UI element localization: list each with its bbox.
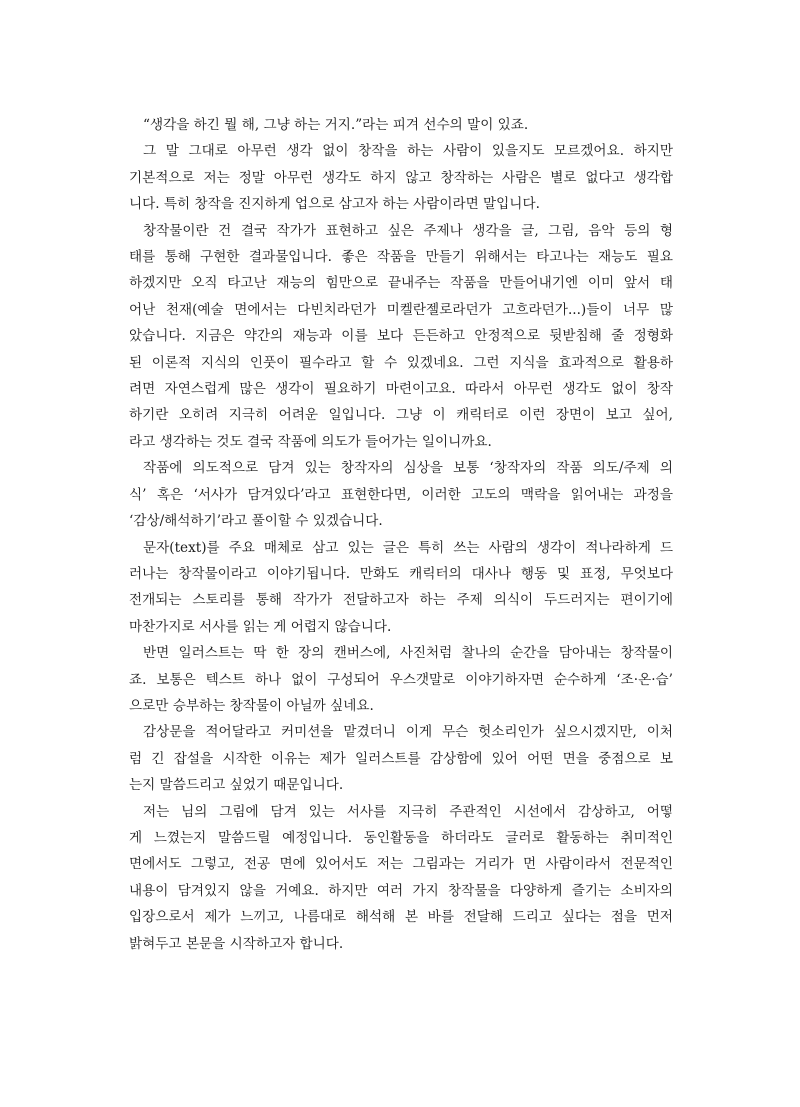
paragraph-closing xyxy=(129,799,673,957)
paragraph-quote xyxy=(129,112,673,138)
paragraph-intro xyxy=(129,138,673,217)
paragraph-line: 태를 통해 구현한 결과물입니다. 좋은 작품을 만들기 위해서는 타고나는 재능도 필요 xyxy=(129,249,673,266)
paragraph-line: 밝혀두고 본문을 시작하고자 합니다. xyxy=(129,935,344,952)
paragraph-line: 문자(text)를 주요 매체로 삼고 있는 글은 특히 쓰는 사람의 생각이 적나라하게 드 xyxy=(143,539,673,556)
paragraph-line: 저는 님의 그림에 담겨 있는 서사를 지극히 주관적인 시선에서 감상하고, 어떻 xyxy=(143,803,673,820)
paragraph-line: 감상문을 적어달라고 커미션을 맡겼더니 이게 무슨 헛소리인가 싶으시겠지만, 이처 xyxy=(143,724,673,741)
paragraph-line: 으로만 승부하는 창작물이 아닐까 싶네요. xyxy=(129,697,374,714)
document-body xyxy=(129,112,673,957)
paragraph-line: 그 말 그대로 아무런 생각 없이 창작을 하는 사람이 있을지도 모르겠어요. 하지만 xyxy=(143,143,673,160)
paragraph-line: 창작물이란 건 결국 작가가 표현하고 싶은 주제나 생각을 글, 그림, 음악 등의 형 xyxy=(143,222,673,239)
paragraph-line: 려면 자연스럽게 많은 생각이 필요하기 마련이고요. 따라서 아무런 생각도 없이 창작 xyxy=(129,381,673,398)
paragraph-line: 는지 말씀드리고 싶었기 때문입니다. xyxy=(129,777,344,794)
paragraph-line: 기본적으로 저는 정말 아무런 생각도 하지 않고 창작하는 사람은 별로 없다고 생각합 xyxy=(129,169,673,186)
paragraph-line: 하겠지만 오직 타고난 재능의 힘만으로 끝내주는 작품을 만들어내기엔 이미 앞서 태 xyxy=(129,275,673,292)
paragraph-line: ‘감상/해석하기’라고 풀이할 수 있겠습니다. xyxy=(129,513,383,530)
paragraph-line: 니다. 특히 창작을 진지하게 업으로 삼고자 하는 사람이라면 말입니다. xyxy=(129,196,540,213)
paragraph-line: 작품에 의도적으로 담겨 있는 창작자의 심상을 보통 ‘창작자의 작품 의도/주제 의 xyxy=(143,460,673,477)
paragraph-creation xyxy=(129,218,673,456)
paragraph-intent xyxy=(129,455,673,534)
paragraph-line: 입장으로서 제가 느끼고, 나름대로 해석해 본 바를 전달해 드리고 싶다는 점을 먼저 xyxy=(129,909,673,926)
paragraph-line: 게 느꼈는지 말씀드릴 예정입니다. 동인활동을 하더라도 글러로 활동하는 취미적인 xyxy=(129,829,673,846)
paragraph-line: 면에서도 그렇고, 전공 면에 있어서도 저는 그림과는 거리가 먼 사람이라서 전문적인 xyxy=(129,856,673,873)
paragraph-text-media xyxy=(129,535,673,641)
paragraph-commission xyxy=(129,719,673,798)
paragraph-line: 죠. 보통은 텍스트 하나 없이 구성되어 우스갯말로 이야기하자면 순수하게 ‘조·온·습’ xyxy=(129,671,673,688)
paragraph-illustration xyxy=(129,640,673,719)
paragraph-line: 마찬가지로 서사를 읽는 게 어렵지 않습니다. xyxy=(129,618,392,635)
paragraph-line: 어난 천재(예술 면에서는 다빈치라던가 미켈란젤로라던가 고흐라던가...)들이 너무 많 xyxy=(129,301,673,318)
paragraph-line: “생각을 하긴 뭘 해, 그냥 하는 거지.”라는 피겨 선수의 말이 있죠. xyxy=(143,117,529,133)
paragraph-line: 럼 긴 잡설을 시작한 이유는 제가 일러스트를 감상함에 있어 어떤 면을 중점으로 보 xyxy=(129,750,673,767)
paragraph-line: 식’ 혹은 ‘서사가 담겨있다’라고 표현한다면, 이러한 고도의 맥락을 읽어내는 과정을 xyxy=(129,486,673,503)
paragraph-line: 전개되는 스토리를 통해 작가가 전달하고자 하는 주제 의식이 두드러지는 편이기에 xyxy=(129,592,673,609)
paragraph-line: 내용이 담겨있지 않을 거예요. 하지만 여러 가지 창작물을 다양하게 즐기는 소비자의 xyxy=(129,882,673,899)
paragraph-line: 라고 생각하는 것도 결국 작품에 의도가 들어가는 일이니까요. xyxy=(129,433,492,450)
paragraph-line: 하기란 오히려 지극히 어려운 일입니다. 그냥 이 캐릭터로 이런 장면이 보고 싶어, xyxy=(129,407,673,424)
paragraph-line: 된 이론적 지식의 인풋이 필수라고 할 수 있겠네요. 그런 지식을 효과적으로 활용하 xyxy=(129,354,673,371)
paragraph-line: 반면 일러스트는 딱 한 장의 캔버스에, 사진처럼 찰나의 순간을 담아내는 창작물이 xyxy=(143,645,673,662)
paragraph-line: 았습니다. 지금은 약간의 재능과 이를 보다 든든하고 안정적으로 뒷받침해 줄 정형화 xyxy=(129,328,673,345)
paragraph-line: 러나는 창작물이라고 이야기됩니다. 만화도 캐릭터의 대사나 행동 및 표정, 무엇보다 xyxy=(129,565,673,582)
